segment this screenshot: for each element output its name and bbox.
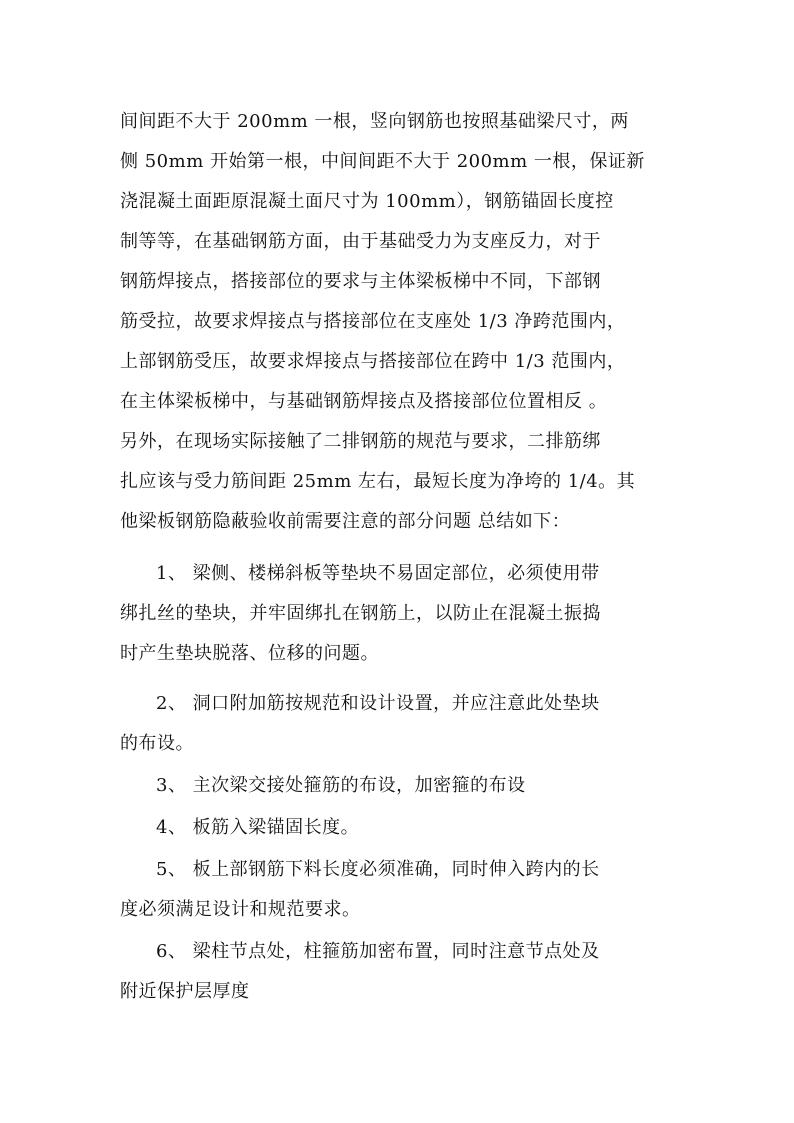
paragraph-line: 间间距不大于 200mm 一根，竖向钢筋也按照基础梁尺寸，两 (120, 111, 629, 132)
list-item-3-line: 3、 主次梁交接处箍筋的布设，加密箍的布设 (156, 775, 526, 796)
paragraph-line: 他梁板钢筋隐蔽验收前需要注意的部分问题 总结如下： (120, 511, 571, 532)
list-item-6-line: 6、 梁柱节点处，柱箍筋加密布置，同时注意节点处及 (156, 941, 600, 962)
paragraph-line: 在主体梁板梯中，与基础钢筋焊接点及搭接部位位置相反 。 (120, 391, 608, 412)
list-item-5-line: 度必须满足设计和规范要求。 (120, 899, 361, 920)
list-item-4-line: 4、 板筋入梁锚固长度。 (156, 817, 360, 838)
list-item-6-line: 附近保护层厚度 (120, 981, 250, 1002)
paragraph-line: 钢筋焊接点，搭接部位的要求与主体梁板梯中不同，下部钢 (120, 271, 601, 292)
list-item-5-line: 5、 板上部钢筋下料长度必须准确，同时伸入跨内的长 (156, 859, 600, 880)
paragraph-line: 侧 50mm 开始第一根，中间间距不大于 200mm 一根，保证新 (120, 151, 645, 172)
paragraph-line: 扎应该与受力筋间距 25mm 左右，最短长度为净垮的 1/4。其 (120, 471, 636, 492)
paragraph-line: 浇混凝土面距原混凝土面尺寸为 100mm），钢筋锚固长度控 (120, 191, 614, 212)
paragraph-line: 上部钢筋受压，故要求焊接点与搭接部位在跨中 1/3 范围内， (120, 351, 626, 372)
paragraph-line: 另外，在现场实际接触了二排钢筋的规范与要求，二排筋绑 (120, 431, 601, 452)
list-item-1-line: 时产生垫块脱落、位移的问题。 (120, 643, 379, 664)
paragraph-line: 筋受拉，故要求焊接点与搭接部位在支座处 1/3 净跨范围内， (120, 311, 626, 332)
list-item-2-line: 2、 洞口附加筋按规范和设计设置，并应注意此处垫块 (156, 693, 600, 714)
list-item-1-line: 绑扎丝的垫块，并牢固绑扎在钢筋上，以防止在混凝土振捣 (120, 603, 601, 624)
list-item-2-line: 的布设。 (120, 733, 194, 754)
list-item-1-line: 1、 梁侧、楼梯斜板等垫块不易固定部位，必须使用带 (156, 563, 600, 584)
paragraph-line: 制等等，在基础钢筋方面，由于基础受力为支座反力，对于 (120, 231, 601, 252)
